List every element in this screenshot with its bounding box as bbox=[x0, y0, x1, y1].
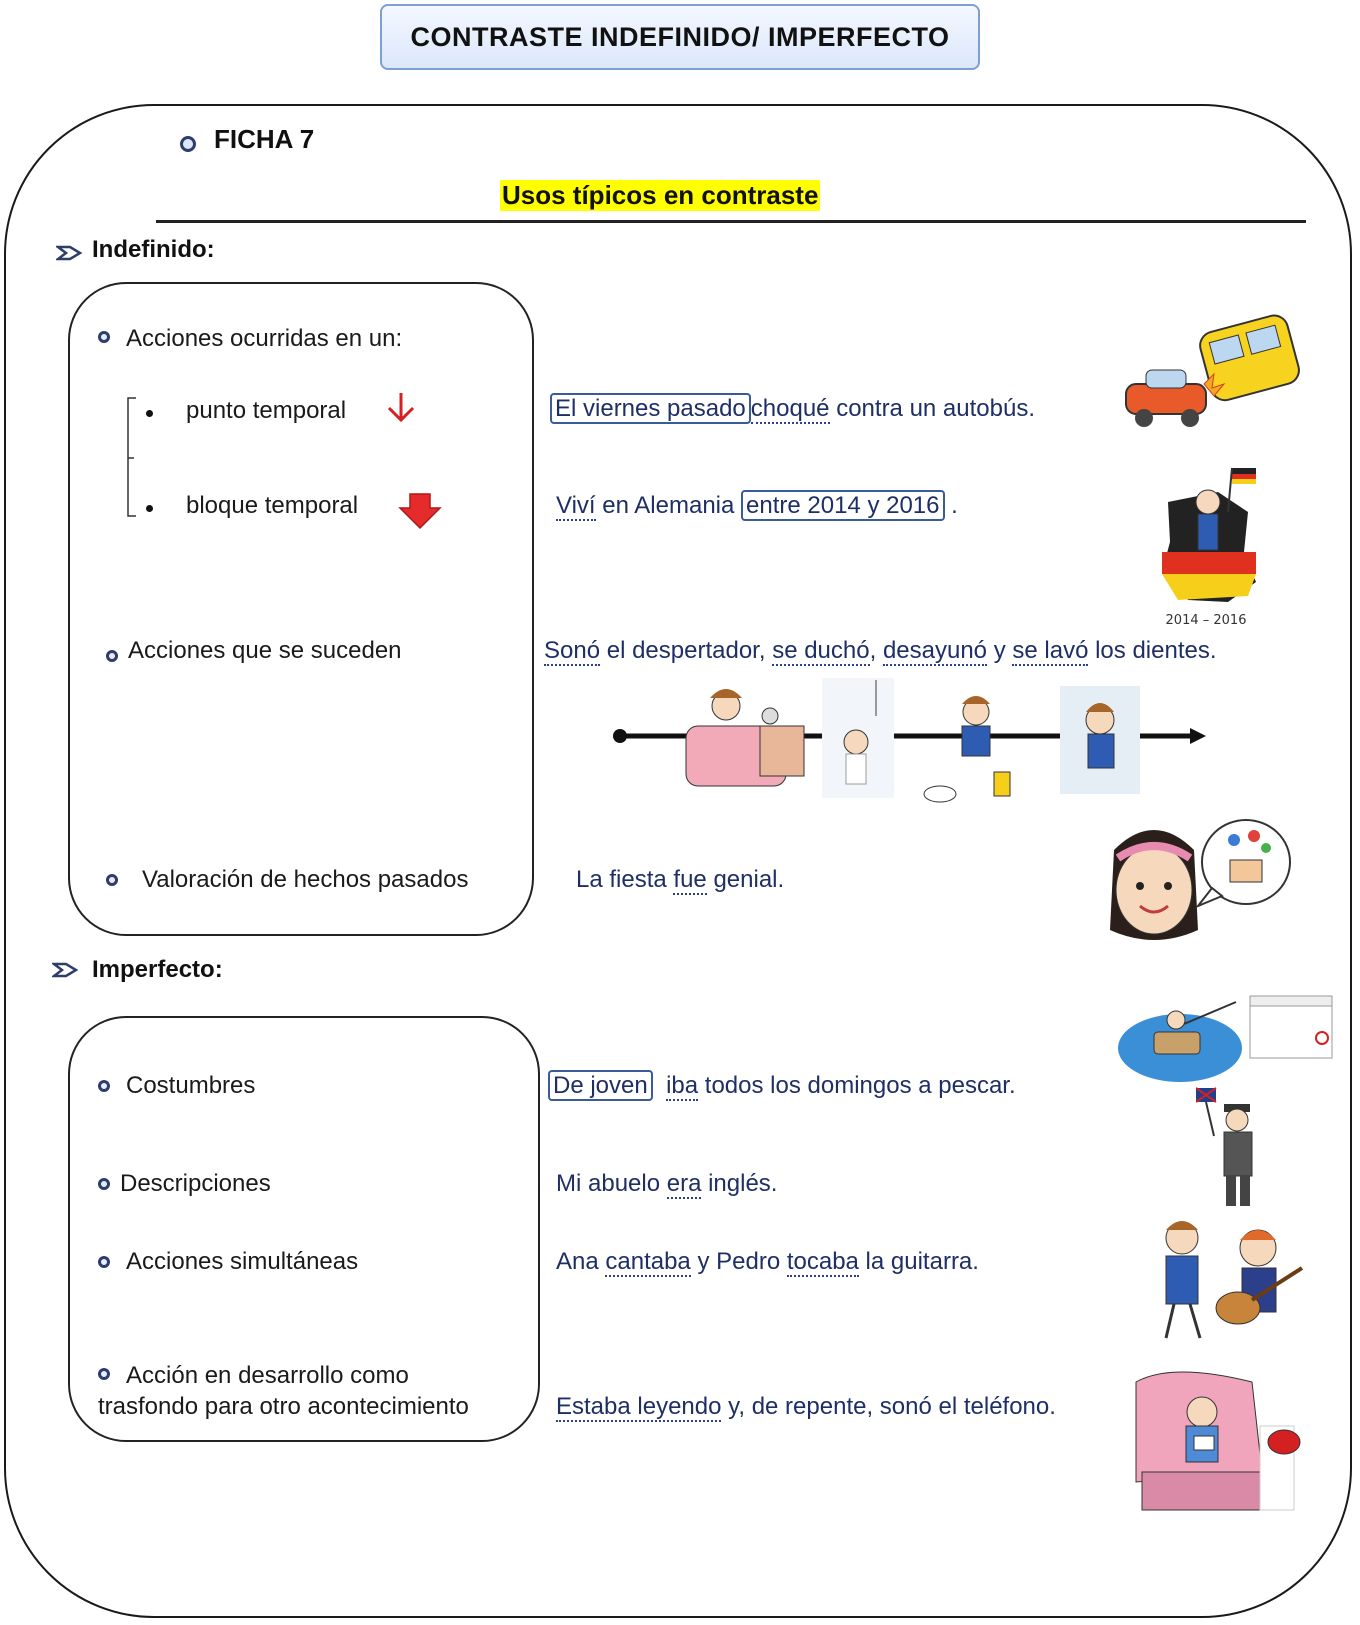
section-subtitle: Usos típicos en contraste bbox=[502, 180, 819, 210]
divider bbox=[156, 220, 1306, 223]
imperfecto-heading: Imperfecto: bbox=[92, 956, 223, 983]
example-descripciones: Mi abuelo era inglés. bbox=[556, 1170, 778, 1197]
girl-party-illustration bbox=[1094, 810, 1294, 956]
reading-phone-illustration bbox=[1132, 1362, 1322, 1514]
use-valoracion: Valoración de hechos pasados bbox=[142, 866, 469, 893]
circle-bullet-icon bbox=[98, 1178, 110, 1190]
germany-map-girl-illustration bbox=[1148, 462, 1266, 632]
circle-bullet-icon bbox=[98, 1368, 110, 1380]
verb-underline: iba bbox=[666, 1072, 699, 1099]
indefinido-uses-box bbox=[68, 282, 534, 936]
time-marker-box: entre 2014 y 2016 bbox=[741, 490, 945, 521]
circle-bullet-icon bbox=[180, 136, 196, 152]
flag-caption: 2014 – 2016 bbox=[1165, 613, 1247, 628]
page-title: CONTRASTE INDEFINIDO/ IMPERFECTO bbox=[380, 4, 980, 70]
example-costumbres: De joven iba todos los domingos a pescar. bbox=[548, 1072, 1016, 1100]
thick-arrow-down-icon bbox=[398, 492, 442, 530]
use-desarrollo-line2: trasfondo para otro acontecimiento bbox=[98, 1393, 469, 1420]
circle-bullet-icon bbox=[106, 874, 118, 886]
chevron-arrow-icon bbox=[52, 960, 82, 980]
circle-bullet-icon bbox=[106, 650, 118, 662]
use-acciones-ocurridas: Acciones ocurridas en un: bbox=[126, 325, 403, 352]
example-desarrollo: Estaba leyendo y, de repente, sonó el teléfono. bbox=[556, 1393, 1056, 1420]
use-simultaneas: Acciones simultáneas bbox=[126, 1248, 359, 1275]
use-acciones-suceden: Acciones que se suceden bbox=[128, 637, 402, 664]
singing-guitar-illustration bbox=[1146, 1208, 1306, 1350]
circle-bullet-icon bbox=[98, 1080, 110, 1092]
arrow-down-icon bbox=[384, 390, 418, 424]
verb-underline: choqué bbox=[750, 395, 830, 422]
verb-underline: Viví bbox=[556, 492, 596, 519]
time-marker-box: El viernes pasado bbox=[550, 393, 751, 424]
time-marker-box: De joven bbox=[548, 1070, 653, 1101]
bullet-dot bbox=[146, 410, 153, 417]
circle-bullet-icon bbox=[98, 1256, 110, 1268]
timeline-illustration bbox=[610, 676, 1206, 816]
example-simultaneas: Ana cantaba y Pedro tocaba la guitarra. bbox=[556, 1248, 979, 1275]
example-acciones-suceden: Sonó el despertador, se duchó, desayunó y se lavó los dientes. bbox=[544, 637, 1217, 664]
use-punto-temporal: punto temporal bbox=[186, 397, 347, 424]
use-costumbres: Costumbres bbox=[126, 1072, 256, 1099]
example-valoracion: La fiesta fue genial. bbox=[576, 866, 785, 893]
grandfather-illustration bbox=[1196, 1086, 1266, 1210]
ficha-label: FICHA 7 bbox=[214, 124, 315, 154]
bracket bbox=[124, 396, 140, 520]
use-desarrollo-line1: Acción en desarrollo como bbox=[126, 1362, 409, 1389]
circle-bullet-icon bbox=[98, 331, 110, 343]
indefinido-heading: Indefinido: bbox=[92, 236, 215, 263]
chevron-arrow-icon bbox=[56, 243, 86, 263]
car-bus-crash-illustration bbox=[1116, 314, 1306, 436]
use-bloque-temporal: bloque temporal bbox=[186, 492, 359, 519]
use-descripciones: Descripciones bbox=[120, 1170, 271, 1197]
fishing-calendar-illustration bbox=[1118, 994, 1334, 1084]
bullet-dot bbox=[146, 505, 153, 512]
example-punto-temporal: El viernes pasado choqué contra un autobús. bbox=[550, 395, 1035, 423]
example-bloque-temporal: Viví en Alemania entre 2014 y 2016 . bbox=[556, 492, 958, 519]
